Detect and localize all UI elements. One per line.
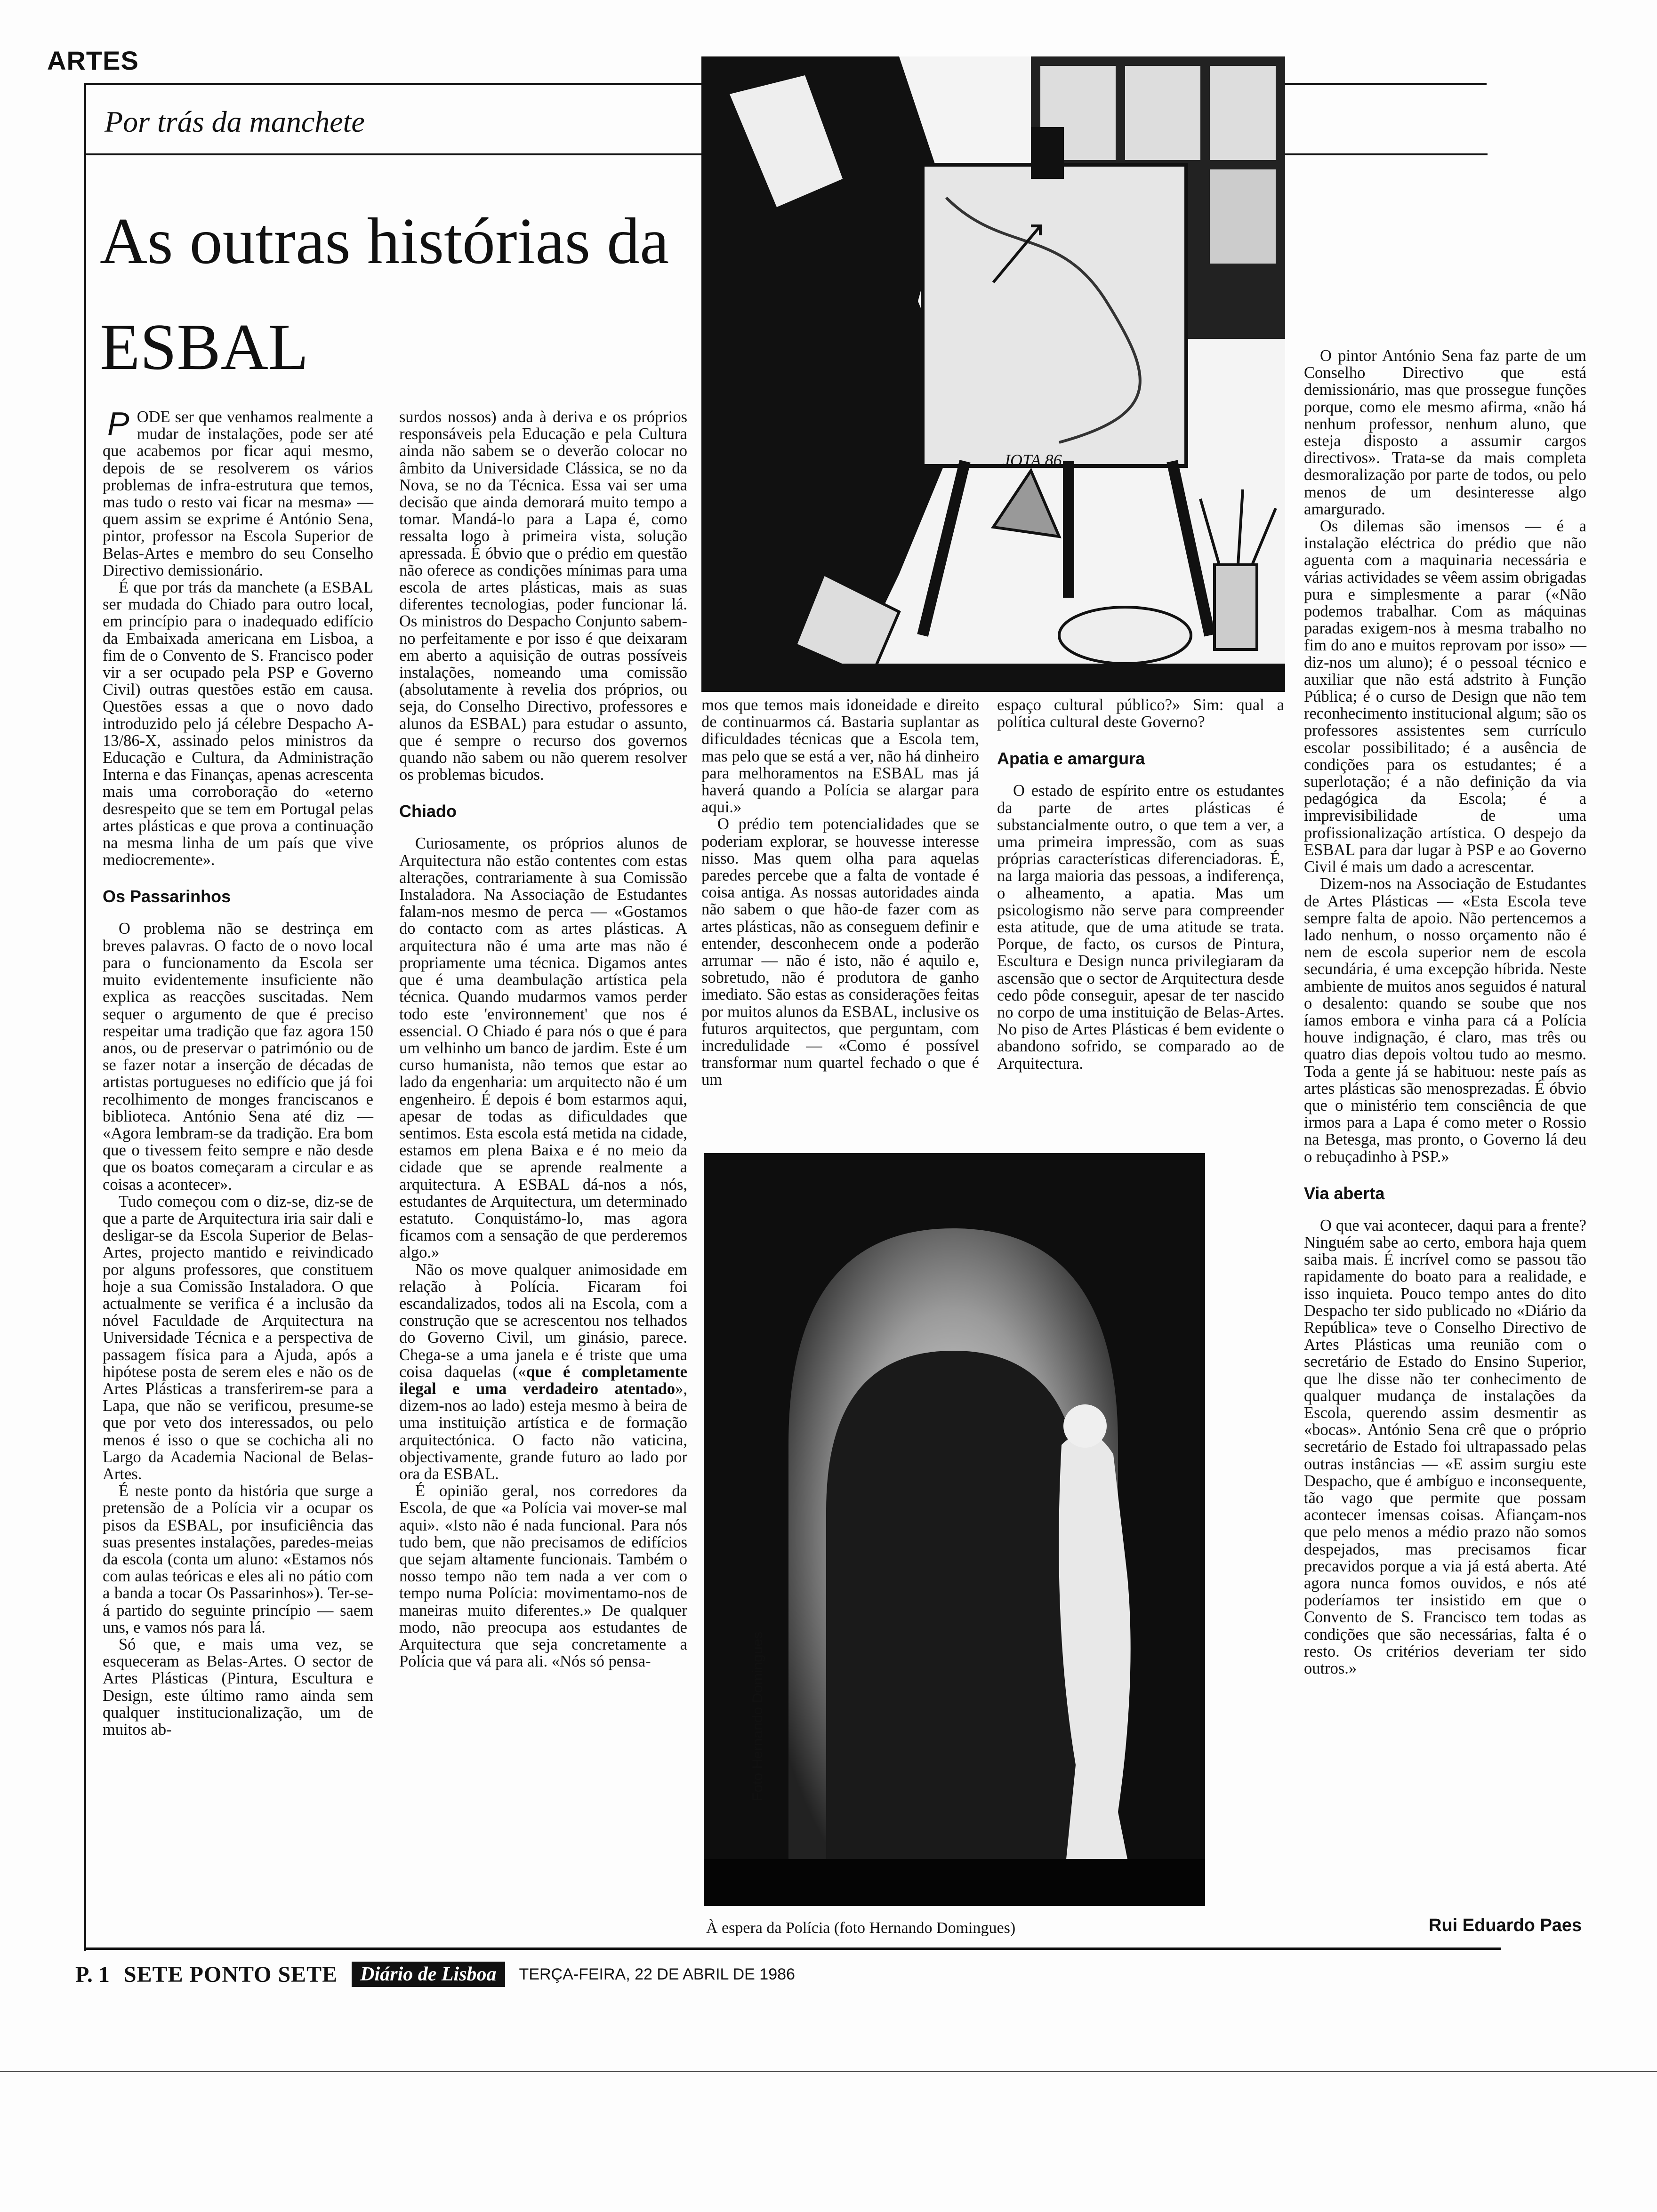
scan-edge-line: [0, 2071, 1657, 2072]
paragraph: Curiosamente, os próprios alunos de Arquitectura não estão contentes com estas alterações, contrariamente à sua Comissão Instaladora. Na Associação de Estudantes falam-nos mesmo de perca — «Gostamos do contacto com as artes plásticas. A arquitectura não é uma arte mas não é propriamente uma técnica. Digamos antes que é uma deambulação artística pela técnica. Quando mudarmos vamos perder todo este 'environnement' que nos é essencial. O Chiado é para nós o que é para um velhinho um banco de jardim. Este é um curso humanista, não temos que estar ao lado da engenharia: um arquitecto não é um engenheiro. É depois é bom estarmos aqui, apesar de todas as dificuldades que sentimos. Esta escola está metida na cidade, estamos em plena Baixa e é no meio da cidade que se aprende realmente a arquitectura. A ESBAL dá-nos a nós, estudantes de Arquitectura, um determinado estatuto. Conquistámo-lo, mas agora ficamos com a sensação de que perderemos algo.»: [399, 834, 687, 1262]
paragraph: O problema não se destrinça em breves palavras. O facto de o novo local para o funcionamento da Escola ser muito evidentemente insuficiente não explica as reacções suscitadas. Nem sequer o argumento de que é preciso respeitar uma tradição que faz agora 150 anos, ou de preservar o património ou de se fazer notar a inserção de décadas de artistas portugueses no edifício que já foi recolhimento de monges franciscanos e biblioteca. António Sena até diz — «Agora lembram-se da tradição. Era bom que o tivessem feito sempre e não desde que os boatos começaram a circular e as coisas a acontecer».: [103, 920, 373, 1194]
paragraph: ODE ser que venhamos realmente a mudar de instalações, pode ser até que acabemos por ficar aqui mesmo, depois de se resolverem os vários problemas de infra-estrutura que temos, mas tudo o resto vai ficar na mesma» — quem assim se exprime é António Sena, pintor, professor na Escola Superior de Belas-Artes e membro do seu Conselho Directivo demissionário.: [103, 408, 373, 579]
paragraph: [399, 1261, 687, 1483]
kicker-rule-right: [1285, 153, 1488, 155]
photo: [704, 1153, 1205, 1906]
left-border-rule: [84, 83, 86, 1951]
window-pane: [1125, 66, 1200, 160]
brush-jar: [1215, 565, 1257, 649]
photo-credit: Foto Hernando Domingues: [750, 1631, 765, 1801]
paragraph: espaço cultural público?» Sim: qual a política cultural deste Governo?: [997, 696, 1284, 731]
paragraph: O que vai acontecer, daqui para a frente? Ninguém sabe ao certo, embora haja quem saiba mais. É incrível como se passou tão rapidamente do boato para a realidade, e isso inquieta. Pouco tempo antes do dito Despacho ter sido publicado no «Diário da República» teve o Conselho Directivo de Artes Plásticas uma reunião com o secretário de Estado do Ensino Superior, que lhe disse não ter conhecimento de qualquer mudança de instalações da Escola, querendo assim desmentir as «bocas». António Sena crê que o próprio secretário de Estado foi ultrapassado pelas outras instâncias — «E assim surgiu este Despacho, que é ambíguo e inconsequente, tão vago que permite que possam acontecer imensas coisas. Afiançam-nos que pelo menos a médio prazo não somos despejados, mas precisamos ficar precavidos porque a via já está aberta. Até agora nunca fomos ouvidos, e nós até poderíamos ter insistido em que o Convento de S. Francisco tem todas as condições que são necessárias, falta é o resto. Os critérios deveriam ter sido outros.»: [1304, 1216, 1586, 1678]
issue-date: TERÇA-FEIRA, 22 DE ABRIL DE 1986: [519, 1965, 795, 1983]
paragraph: Os dilemas são imensos — é a instalação eléctrica do prédio que não aguenta com a maquinaria necessária e várias actividades se vêem assim obrigadas pura e simplesmente a parar («Não podemos trabalhar. Com as máquinas paradas exigem-nos à mesma trabalho no fim do ano e muitos reprovam por isso» — diz-nos um aluno); é o pessoal técnico e auxiliar que não está adstrito à Função Pública; é o curso de Design que não tem reconhecimento institucional algum; são os professores assistentes sem currículo escolar possibilitado; é a ausência de condições para os estudantes; é a superlotação; é a não definição da via pedagógica da Escola; é a imprevisibilidade de uma profissionalização artística. O despejo da ESBAL para dar lugar à PSP e ao Governo Civil é mais um dado a acrescentar.: [1304, 517, 1586, 876]
subheading: Via aberta: [1304, 1183, 1385, 1203]
palette: [1059, 607, 1191, 664]
photo-floor: [704, 1859, 1205, 1906]
headline: As outras histórias da ESBAL: [100, 205, 669, 384]
paragraph: É que por trás da manchete (a ESBAL ser mudada do Chiado para outro local, em princípio para o inadequado edifício da Embaixada americana em Lisboa, a fim de o Convento de S. Francisco poder vir a ser ocupado pela PSP e Governo Civil) outras questões estão em causa. Questões essas a que o novo dado introduzido pelo já célebre Despacho A-13/86-X, assinado pelos ministros da Educação e Cultura, da Administração Interna e das Finanças, apenas acrescenta mais uma corroboração do «eterno desrespeito que se tem em Portugal pelas artes plásticas e que prova a continuação na mesma linha de um país que vive mediocremente».: [103, 578, 373, 869]
supplement-name: SETE PONTO SETE: [123, 1962, 338, 1987]
illustration: [701, 56, 1285, 692]
illustration-signature: JOTA 86: [1003, 451, 1062, 470]
window-pane: [1210, 169, 1276, 264]
window-pane: [1210, 66, 1276, 160]
article-column-5: [1304, 347, 1586, 1677]
article-column-1: [103, 405, 373, 1739]
paragraph: O pintor António Sena faz parte de um Conselho Directivo que está demissionário, mas que prossegue funções porque, como ele mesmo afirma, «não há nenhum professor, nenhum aluno, que esteja disposto a assumir cargos directivos». Trata-se da mais completa desmoralização por parte de todos, ou pelo menos de um desinteresse algo amargurado.: [1304, 347, 1586, 518]
floor: [701, 664, 1285, 692]
subheading: Chiado: [399, 801, 457, 821]
subheading: Apatia e amargura: [997, 749, 1145, 769]
subheading: Os Passarinhos: [103, 887, 231, 906]
paragraph: O prédio tem potencialidades que se poderiam explorar, se houvesse interesse nisso. Mas quem olha para aquelas paredes percebe que a falta de vontade é coisa antiga. As nossas autoridades ainda não sabem o que hão-de fazer com as artes plásticas, não as conseguem definir e entender, desconhecem onde a poderão arrumar — não é isto, não é aquilo e, sobretudo, não é produtora de ganho imediato. São estas as considerações feitas por muitos alunos da ESBAL, inclusive os futuros arquitectos, que perguntam, com incredulidade — «Como é possível transformar num quartel fechado o que é um: [701, 815, 979, 1089]
newspaper-masthead: Diário de Lisboa: [352, 1962, 505, 1987]
paragraph: mos que temos mais idoneidade e direito de continuarmos cá. Bastaria suplantar as dificuldades técnicas que a Escola tem, mas pelo que se está a ver, não há dinheiro para melhoramentos na ESBAL mas já haverá quando a Polícia se alargar para aqui.»: [701, 696, 979, 817]
footer: [75, 1960, 795, 1988]
paragraph: Só que, e mais uma vez, se esqueceram as Belas-Artes. O sector de Artes Plásticas (Pintura, Escultura e Design, este último ramo ainda sem qualquer institucionalização, um de muitos ab-: [103, 1635, 373, 1739]
paragraph: Dizem-nos na Associação de Estudantes de Artes Plásticas — «Esta Escola teve sempre falta de apoio. Não pertencemos a lado nenhum, o nosso orçamento não é nem de escola superior nem de escola secundária, é uma excepção híbrida. Neste ambiente de muitos anos seguidos é natural o desalento: quando se soube que nos íamos embora e vinha para cá a Polícia houve indignação, é claro, mas três ou quatro dias depois voltou tudo ao mesmo. Toda a gente já se habituou: neste país as artes plásticas são menosprezadas. É óbvio que o ministério tem consciência de que irmos para a Lapa é como meter o Rossio na Betesga, mas pronto, o Governo lá deu o rebuçadinho à PSP.»: [1304, 875, 1586, 1166]
footer-rule: [84, 1948, 1501, 1950]
section-label: ARTES: [47, 46, 139, 75]
paragraph-text: Não os move qualquer animosidade em relação à Polícia. Ficaram foi escandalizados, todos ali na Escola, com a construção que se acrescentou nos telhados do Governo Civil, um ginásio, parece. Chega-se a uma janela e é triste que uma coisa daquelas («: [399, 1260, 687, 1381]
photo-caption: À espera da Polícia (foto Hernando Domingues): [706, 1919, 1016, 1937]
paragraph: É neste ponto da história que surge a pretensão de a Polícia vir a ocupar os pisos da ESBAL, por insuficiência das suas presentes instalações, paredes-meias da escola (conta um aluno: «Estamos nós com aulas teóricas e eles ali no pátio com a banda a tocar Os Passarinhos»). Ter-se-á partido do seguinte princípio — saem uns, e vamos nós para lá.: [103, 1482, 373, 1636]
byline: Rui Eduardo Paes: [1429, 1915, 1582, 1935]
page-number: P. 1: [75, 1962, 110, 1987]
paragraph: É opinião geral, nos corredores da Escola, de que «a Polícia vai mover-se mal aqui». «Isto não é nada funcional. Para nós tudo bem, que não precisamos de edifícios que sejam altamente funcionais. Também o nosso tempo não tem nada a ver com o tempo numa Polícia: movimentamo-nos de maneiras muito diferentes.» De qualquer modo, não preocupa aos estudantes de Arquitectura que seja concretamente a Polícia que vá para ali. «Nós só pensa-: [399, 1482, 687, 1671]
bold-quote: que é completamente ilegal e uma verdadeiro atentado: [399, 1362, 687, 1398]
drop-cap: P: [107, 405, 129, 442]
inner-arch: [826, 1351, 1080, 1906]
article-column-4: [997, 697, 1284, 1072]
paragraph: O estado de espírito entre os estudantes da parte de artes plásticas é substancialmente outro, o que tem a ver, a uma primeira impressão, com as suas próprias características diferenciadoras. É, na larga maioria das pessoas, a indiferença, o alheamento, a apatia. Mas um psicologismo não serve para compreender esta atitude, que de uma atitude se trata. Porque, de facto, os cursos de Pintura, Escultura e Design nunca privilegiaram da ascensão que o sector de Arquitectura desde cedo pôde conseguir, apesar de ter nascido no corpo de uma instituição de Belas-Artes. No piso de Artes Plásticas é bem evidente o abandono sofrido, se comparado ao de Arquitectura.: [997, 782, 1284, 1073]
easel-top: [1031, 127, 1064, 179]
paragraph: surdos nossos) anda à deriva e os próprios responsáveis pela Educação e pela Cultura ainda não sabem se o deverão colocar no âmbito da Universidade Clássica, se no da Nova, se no da Técnica. Essa vai ser uma decisão que ainda demorará muito tempo a tomar. Mandá-lo para a Lapa é, como ressalta logo à primeira vista, solução apressada. É óbvio que o prédio em questão não oferece as condições mínimas para uma escola de artes plásticas, mais as suas diferentes tecnologias, poder funcionar lá. Os ministros do Despacho Conjunto sabem-no perfeitamente e por isso é que deixaram em aberto a aquisição de outras possíveis instalações, nomeando uma comissão (absolutamente à revelia dos próprios, ou seja, do Conselho Directivo, professores e alunos da ESBAL) para estudar o assunto, que é sempre o recurso dos governos quando não sabem ou não querem resolver os problemas bicudos.: [399, 408, 687, 784]
kicker: Por trás da manchete: [105, 105, 365, 138]
paragraph: Tudo começou com o diz-se, diz-se de que a parte de Arquitectura iria sair dali e desligar-se da Escola Superior de Belas-Artes, projecto mantido e reivindicado por alguns professores, que constituem hoje a sua Comissão Instaladora. O que actualmente se verifica é a inclusão da nóvel Faculdade de Arquitectura na Universidade Técnica e a perspectiva de passagem física para a Ajuda, após a hipótese posta de serem eles e não os de Artes Plásticas a transferirem-se para a Lapa, que não se verificou, presume-se que por veto dos interessados, ou pelo menos é isso o que se cochicha ali no Largo da Academia Nacional de Belas-Artes.: [103, 1192, 373, 1483]
paragraph-text: », dizem-nos ao lado) esteja mesmo à beira de uma instituição artística e de formação arquitectónica. O facto não vaticina, objectivamente, grande futuro ao lado por ora da ESBAL.: [399, 1379, 687, 1483]
article-column-2: [399, 409, 687, 1670]
kicker-rule: [84, 153, 705, 155]
article-column-3: [701, 697, 979, 1089]
statue-head: [1063, 1404, 1107, 1448]
